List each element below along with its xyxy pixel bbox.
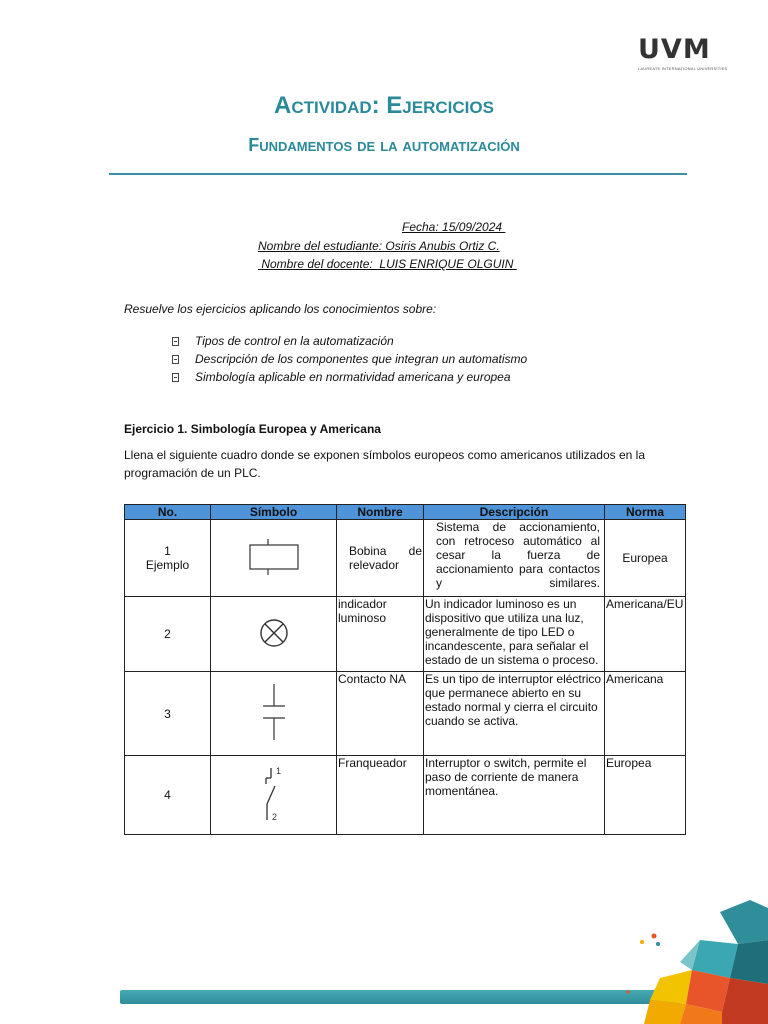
cell-symbol <box>211 756 337 835</box>
title-divider <box>109 173 687 175</box>
cell-description: Un indicador luminoso es un dispositivo que utiliza una luz, generalmente de tipo LED o incandescente, para señalar el estado de un sistema o proceso. <box>424 597 605 672</box>
header-name: Nombre <box>337 505 424 520</box>
teacher-name-field: Nombre del docente: LUIS ENRIQUE OLGUIN <box>258 257 517 271</box>
row-number: 1 <box>164 544 171 558</box>
page-title: Actividad: Ejercicios <box>274 92 494 119</box>
cell-no <box>125 520 211 597</box>
cell-name: Contacto NA <box>337 672 424 756</box>
cell-norm: Americana/EU <box>605 597 686 672</box>
cell-no: 4 <box>125 756 211 835</box>
table-row <box>125 597 686 672</box>
cell-norm: Europea <box>605 520 686 597</box>
terminal-label-1: 1 <box>275 765 281 776</box>
cell-description: Es un tipo de interruptor eléctrico que permanece abierto en su estado normal y cierra el circuito cuando se activa. <box>424 672 605 756</box>
logo-subtitle: LAUREATE INTERNATIONAL UNIVERSITIES <box>638 66 728 71</box>
header-symbol: Símbolo <box>211 505 337 520</box>
list-item <box>172 332 527 350</box>
relay-coil-icon <box>244 537 304 577</box>
table-row <box>125 756 686 835</box>
bullet-icon <box>172 373 179 382</box>
normally-open-contact-icon <box>259 680 289 744</box>
list-item <box>172 350 527 368</box>
cell-description: Sistema de accionamiento, con retroceso automático al cesar la fuerza de accionamiento para contactos y similares. <box>424 520 605 597</box>
page-subtitle: Fundamentos de la automatización <box>248 135 520 155</box>
cell-symbol <box>211 597 337 672</box>
geometric-decoration-icon <box>620 900 768 1024</box>
cell-norm: Americana <box>605 672 686 756</box>
instructions-text: Resuelve los ejercicios aplicando los conocimientos sobre: <box>124 302 437 316</box>
topic-text: Simbología aplicable en normatividad americana y europea <box>195 370 511 384</box>
list-item <box>172 368 527 386</box>
table-row <box>125 672 686 756</box>
logo-text: UVM <box>638 34 711 65</box>
row-example-label: Ejemplo <box>145 558 190 572</box>
terminal-label-2: 2 <box>271 811 277 822</box>
cell-no: 3 <box>125 672 211 756</box>
student-name-field: Nombre del estudiante: Osiris Anubis Ortiz C. <box>258 239 500 253</box>
topics-list <box>172 332 527 386</box>
cell-no: 2 <box>125 597 211 672</box>
table-row <box>125 520 686 597</box>
topic-text: Tipos de control en la automatización <box>195 334 394 348</box>
exercise-description: Llena el siguiente cuadro donde se exponen símbolos europeos como americanos utilizados en la programación de un PLC. <box>124 448 645 480</box>
header-no: No. <box>125 505 211 520</box>
indicator-lamp-icon <box>257 616 291 650</box>
cell-name: Franqueador <box>337 756 424 835</box>
cell-symbol <box>211 520 337 597</box>
date-field: Fecha: 15/09/2024 <box>402 220 506 234</box>
header-description: Descripción <box>424 505 605 520</box>
pushbutton-switch-icon <box>257 764 291 824</box>
cell-symbol <box>211 672 337 756</box>
exercise-title: Ejercicio 1. Simbología Europea y Americana <box>124 422 381 436</box>
cell-description: Interruptor o switch, permite el paso de corriente de manera momentánea. <box>424 756 605 835</box>
bullet-icon <box>172 337 179 346</box>
topic-text: Descripción de los componentes que integran un automatismo <box>195 352 528 366</box>
symbols-table <box>124 504 686 835</box>
footer-bar <box>120 990 680 1004</box>
table-header-row <box>125 505 686 520</box>
uvm-logo <box>638 34 728 72</box>
cell-name: indicador luminoso <box>337 597 424 672</box>
bullet-icon <box>172 355 179 364</box>
cell-norm: Europea <box>605 756 686 835</box>
cell-name: Bobina de relevador <box>337 520 424 597</box>
header-norm: Norma <box>605 505 686 520</box>
